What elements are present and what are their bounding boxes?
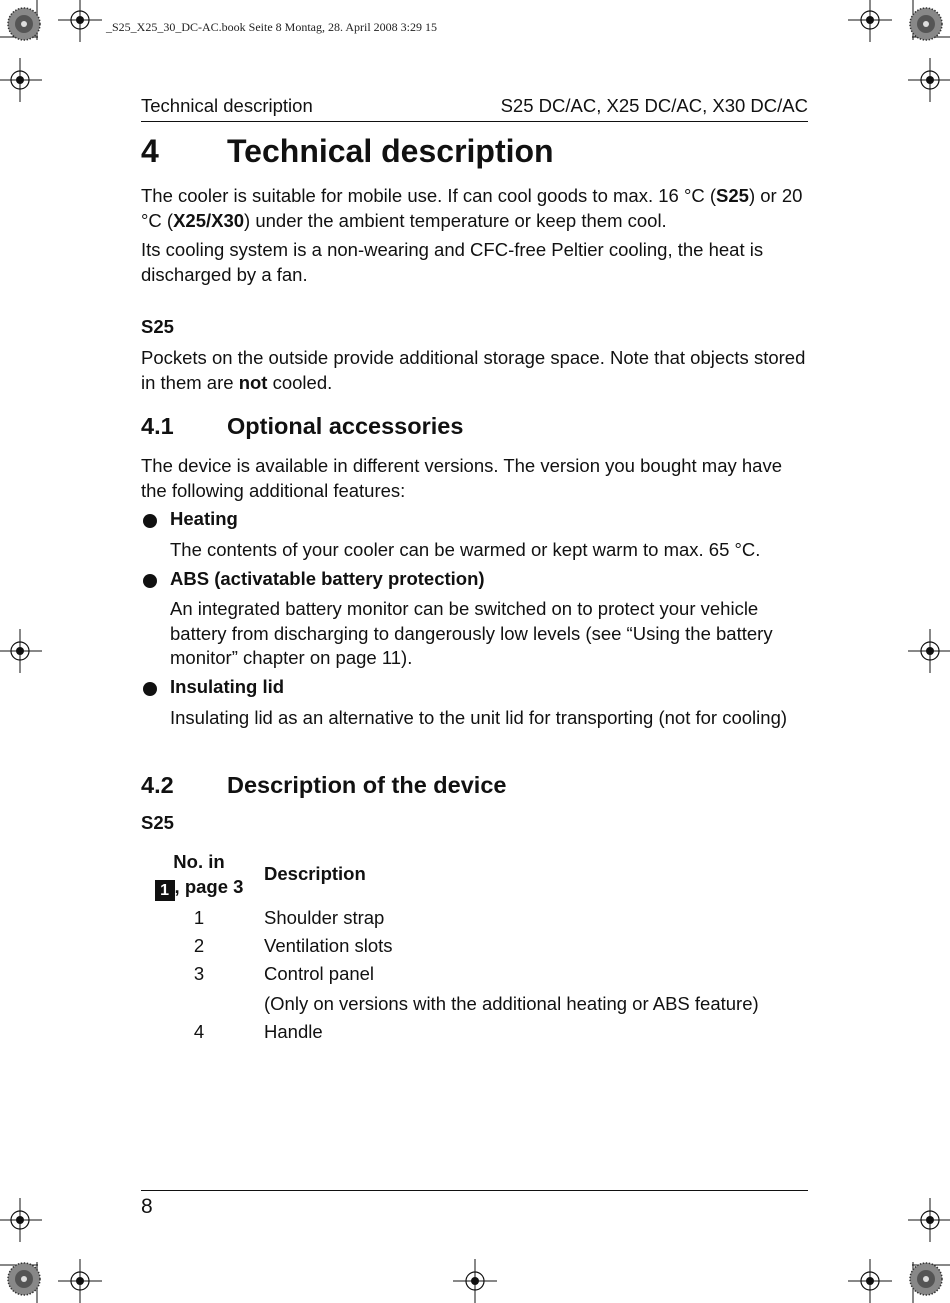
table-cell-description: (Only on versions with the additional heating or ABS feature) (264, 993, 759, 1014)
table-header-description: Description (264, 863, 366, 884)
running-header-left: Technical description (141, 95, 313, 116)
section-4-2-heading: 4.2 Description of the device (141, 772, 507, 798)
table-cell-number: 4 (193, 1021, 205, 1042)
chapter-number: 4 (141, 133, 159, 169)
table-cell-description: Control panel (264, 963, 375, 984)
chapter-heading (141, 133, 554, 170)
s25-subheading: S25 (141, 316, 174, 337)
bullet-text-insulating-lid: Insulating lid as an alternative to the unit lid for transporting (not for cooling) (170, 707, 788, 728)
table-cell-description: Ventilation slots (264, 935, 393, 956)
table-cell-number: 2 (193, 935, 205, 956)
intro-paragraph-1: The cooler is suitable for mobile use. If can cool goods to max. 16 °C (S25) or 20 °C (X25/X30) under the ambient temperature or keep them cool. (141, 185, 803, 231)
section-4-1-intro: The device is available in different versions. The version you bought may have the following additional features: (141, 455, 783, 501)
bullet-text-heating: The contents of your cooler can be warmed or kept warm to max. 65 °C. (170, 539, 761, 560)
section-4-2-subheading: S25 (141, 812, 174, 833)
section-4-1-heading: 4.1 Optional accessories (141, 413, 464, 439)
s25-paragraph: Pockets on the outside provide additional storage space. Note that objects stored in them are not cooled. (141, 347, 806, 393)
bullet-dot (143, 514, 157, 528)
bullet-title-insulating-lid: Insulating lid (170, 676, 285, 697)
chapter-title: Technical description (227, 133, 554, 169)
footer-rule (141, 1190, 808, 1191)
bullet-dot (143, 574, 157, 588)
table-cell-number: 3 (193, 963, 205, 984)
bullet-title-heating: Heating (170, 508, 238, 529)
intro-paragraph-2: Its cooling system is a non-wearing and CFC-free Peltier cooling, the heat is discharged by a fan. (141, 239, 764, 285)
table-cell-description: Handle (264, 1021, 323, 1042)
figure-reference-box: 1 (155, 880, 175, 901)
bullet-title-abs: ABS (activatable battery protection) (170, 568, 485, 589)
bullet-text-abs: An integrated battery monitor can be switched on to protect your vehicle battery from discharging to dangerously low levels (see “Using the battery monitor” chapter on page 11). (170, 598, 773, 668)
table-cell-number: 1 (193, 907, 205, 928)
print-info-line: _S25_X25_30_DC-AC.book Seite 8 Montag, 28. April 2008 3:29 15 (106, 20, 438, 34)
bullet-dot (143, 682, 157, 696)
running-header-right: S25 DC/AC, X25 DC/AC, X30 DC/AC (500, 95, 808, 116)
table-cell-description: Shoulder strap (264, 907, 385, 928)
table-header-number: No. in 1 , page 3 (150, 850, 248, 901)
page-number: 8 (141, 1195, 153, 1218)
header-rule (141, 121, 808, 122)
